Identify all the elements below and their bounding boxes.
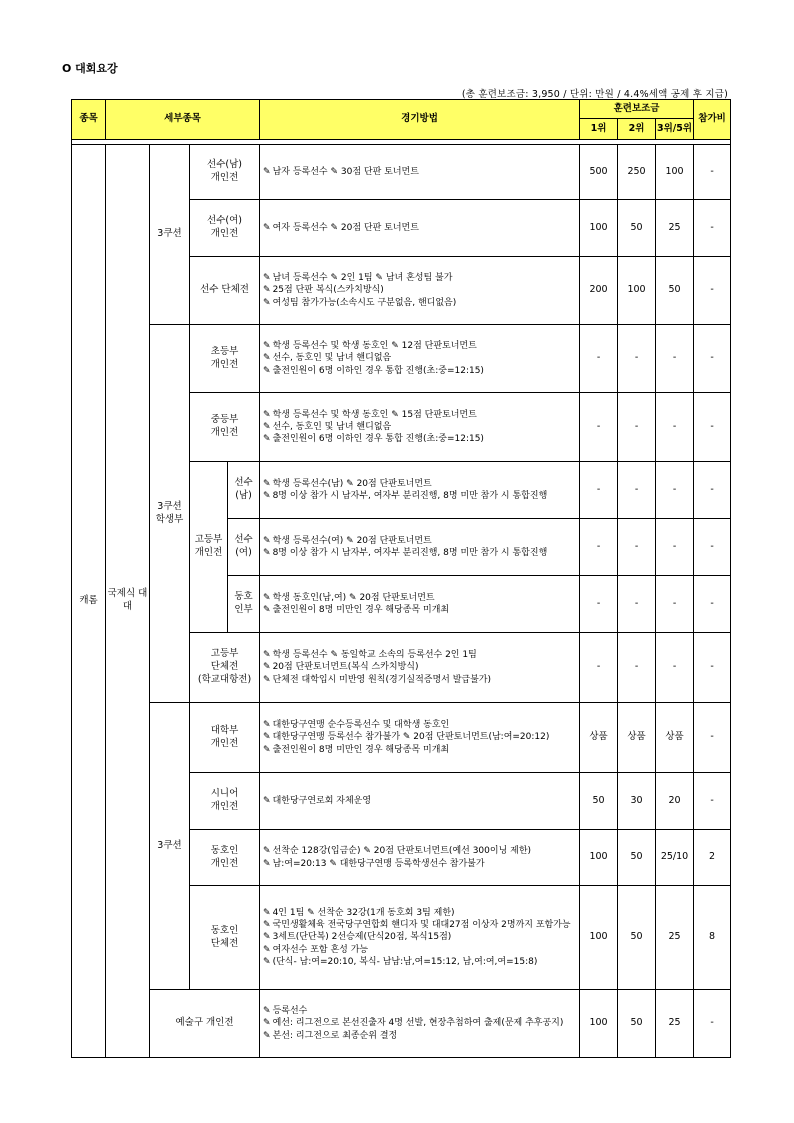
row-rank1: 100 [580, 200, 618, 257]
method-text: 3세트(단단복) 2선승제(단식20점, 복식15점) [272, 932, 452, 943]
method-text: 출전인원이 8명 미만인 경우 해당종목 미개최 [272, 744, 450, 755]
method-line [263, 352, 579, 364]
row-name [190, 830, 260, 886]
pencil-icon: ✎ [263, 478, 271, 489]
pencil-icon: ✎ [263, 273, 271, 284]
method-line [263, 795, 579, 807]
cell-line: 동호인 [210, 844, 239, 856]
method-text: 본선: 리그전으로 최종순위 결정 [272, 1030, 398, 1041]
section-heading: O 대회요강 [62, 62, 118, 75]
method-line [263, 284, 579, 296]
row-rank2: - [618, 325, 656, 393]
pencil-icon: ✎ [263, 650, 271, 661]
method-text: 남자 등록선수 ✎ 30점 단판 토너먼트 [272, 166, 419, 177]
row-rank2: 50 [618, 200, 656, 257]
method-text: 20점 단판토너먼트(복식 스카치방식) [272, 662, 419, 673]
row-rank1: 상품 [580, 703, 618, 773]
method-line [263, 547, 579, 559]
cell-line: 인부 [234, 604, 253, 615]
pencil-icon: ✎ [263, 222, 271, 233]
row-fee: - [694, 519, 731, 576]
row-rank2: 50 [618, 886, 656, 990]
cell-line: 동호인 [210, 924, 239, 936]
method-text: 예선: 리그전으로 본선진출자 4명 선발, 현장추첨하여 출제(문제 추후공지) [272, 1018, 564, 1029]
pencil-icon: ✎ [263, 1018, 271, 1029]
method-text: 25점 단판 복식(스카치방식) [272, 285, 384, 296]
pencil-icon: ✎ [263, 908, 271, 919]
method-line [263, 166, 579, 178]
competition-table [71, 99, 731, 1058]
method-text: 출전인원이 8명 미만인 경우 해당종목 미개최 [272, 605, 450, 615]
cell-line: (남) [235, 490, 252, 501]
method-text: 남:여=20:13 ✎ 대한당구연맹 등록학생선수 참가불가 [272, 858, 485, 869]
row-rank1: - [580, 519, 618, 576]
row-rank2: - [618, 519, 656, 576]
method-text: 단체전 대학입시 미반영 원칙(경기실적증명서 발급불가) [272, 674, 492, 685]
cell-line: 선수 [234, 477, 253, 489]
method-text: 대한당구연맹 순수등록선수 및 대학생 동호인 [272, 720, 450, 731]
row-fee: - [694, 325, 731, 393]
method-line [263, 919, 579, 931]
row-name [190, 633, 260, 703]
pencil-icon: ✎ [263, 662, 271, 673]
pencil-icon: ✎ [263, 944, 271, 955]
row-method [260, 257, 580, 325]
row-rank1: 50 [580, 773, 618, 830]
method-text: 학생 등록선수 및 학생 동호인 ✎ 15점 단판토너먼트 [272, 409, 477, 420]
pencil-icon: ✎ [263, 1030, 271, 1041]
row-rank3: 25/10 [656, 830, 694, 886]
row-method [260, 703, 580, 773]
row-name [190, 200, 260, 257]
cell-line: 시니어 [210, 788, 239, 800]
method-text: 등록선수 [272, 1006, 308, 1017]
cell-line: 3쿠션 [157, 839, 182, 851]
row-fee: - [694, 990, 731, 1058]
pencil-icon: ✎ [263, 491, 271, 501]
cushion-group-b [150, 325, 190, 703]
method-line [263, 604, 579, 616]
method-text: 국민생활체육 전국당구연합회 핸디자 및 대대27점 이상자 2명까지 포함가능 [272, 920, 571, 931]
cell-line: 개인전 [210, 737, 239, 749]
row-rank1: 500 [580, 145, 618, 200]
pencil-icon: ✎ [263, 166, 271, 177]
cell-line: 예술구 개인전 [175, 1017, 234, 1029]
method-text: 학생 동호인(남,여) ✎ 20점 단판토너먼트 [272, 592, 435, 603]
row-fee: - [694, 145, 731, 200]
row-method [260, 462, 580, 519]
row-fee: - [694, 257, 731, 325]
method-text: 8명 이상 참가 시 남자부, 여자부 분리진행, 8명 미만 참가 시 통합진행 [272, 548, 548, 558]
row-name [190, 257, 260, 325]
row-rank3: - [656, 462, 694, 519]
cell-line: 선수 단체전 [200, 284, 249, 296]
cell-line: 초등부 [210, 345, 239, 357]
cell-line: 동호 [234, 591, 253, 603]
cell-line: 선수(여) [207, 215, 242, 227]
pencil-icon: ✎ [263, 592, 271, 603]
subsidy-note: (총 훈련보조금: 3,950 / 단위: 만원 / 4.4%세액 공제 후 지급) [461, 89, 728, 100]
method-line [263, 478, 579, 490]
row-method [260, 145, 580, 200]
row-method [260, 990, 580, 1058]
row-method [260, 773, 580, 830]
cell-line: 단체전 [210, 661, 239, 673]
method-text: 학생 등록선수(여) ✎ 20점 단판토너먼트 [272, 535, 432, 546]
method-line [263, 1005, 579, 1017]
pencil-icon: ✎ [263, 846, 271, 857]
row-method [260, 830, 580, 886]
cell-line: 개인전 [210, 857, 239, 869]
row-rank3: 100 [656, 145, 694, 200]
header-rank1: 1위 [580, 119, 618, 140]
cell-line: 개인전 [210, 172, 239, 183]
row-rank3: - [656, 633, 694, 703]
method-text: (단식- 남:여=20:10, 복식- 남남:남,여=15:12, 남,여:여,여=15:8) [272, 956, 538, 967]
method-line [263, 433, 579, 445]
header-rank3: 3위/5위 [656, 119, 694, 140]
row-name [190, 886, 260, 990]
header-method: 경기방법 [260, 100, 580, 140]
row-method [260, 519, 580, 576]
pencil-icon: ✎ [263, 732, 271, 743]
row-fee: - [694, 393, 731, 462]
method-line [263, 858, 579, 870]
method-text: 대한당구연로회 자체운영 [272, 795, 372, 806]
pencil-icon: ✎ [263, 297, 271, 308]
method-line [263, 931, 579, 943]
method-line [263, 365, 579, 377]
method-text: 학생 등록선수 ✎ 동일학교 소속의 등록선수 2인 1팀 [272, 650, 477, 661]
method-text: 여자 등록선수 ✎ 20점 단판 토너먼트 [272, 222, 419, 233]
row-method [260, 576, 580, 633]
row-method [260, 200, 580, 257]
row-rank3: - [656, 325, 694, 393]
method-line [263, 649, 579, 661]
pencil-icon: ✎ [263, 605, 271, 615]
pencil-icon: ✎ [263, 341, 271, 352]
cushion-group-a [150, 145, 190, 325]
cell-line: 3쿠션 [157, 500, 182, 512]
row-rank2: - [618, 576, 656, 633]
row-rank2: - [618, 462, 656, 519]
row-rank2: 30 [618, 773, 656, 830]
row-name [190, 145, 260, 200]
row-method [260, 325, 580, 393]
row-name [228, 576, 260, 633]
cushion-group-c [150, 703, 190, 990]
row-name [190, 393, 260, 462]
header-type: 종목 [72, 100, 106, 140]
pencil-icon: ✎ [263, 353, 271, 364]
method-text: 대한당구연맹 등록선수 참가불가 ✎ 20점 단판토너먼트(남:여=20:12) [272, 732, 550, 743]
header-fee: 참가비 [694, 100, 731, 140]
row-rank1: - [580, 325, 618, 393]
row-fee: - [694, 462, 731, 519]
cell-line: 3쿠션 [157, 228, 182, 240]
row-rank1: - [580, 576, 618, 633]
method-line [263, 1030, 579, 1042]
row-rank1: 100 [580, 830, 618, 886]
highschool-individual [190, 462, 228, 633]
row-rank1: - [580, 462, 618, 519]
pencil-icon: ✎ [263, 720, 271, 731]
cell-line: 고등부 [210, 648, 239, 660]
row-name [228, 519, 260, 576]
method-line [263, 719, 579, 731]
row-rank2: 50 [618, 830, 656, 886]
method-line [263, 845, 579, 857]
method-line [263, 409, 579, 421]
method-line [263, 421, 579, 433]
row-rank3: - [656, 519, 694, 576]
row-name [190, 703, 260, 773]
method-line [263, 272, 579, 284]
header-subsidy: 훈련보조금 [580, 100, 694, 119]
method-line [263, 592, 579, 604]
row-rank1: - [580, 393, 618, 462]
cell-line: (여) [235, 547, 252, 558]
pencil-icon: ✎ [263, 535, 271, 546]
method-line [263, 340, 579, 352]
method-text: 여성팀 참가가능(소속시도 구분없음, 핸디없음) [272, 297, 457, 308]
row-fee: - [694, 633, 731, 703]
method-text: 학생 등록선수 및 학생 동호인 ✎ 12점 단판토너먼트 [272, 341, 477, 352]
cell-line: 대학부 [210, 724, 239, 736]
pencil-icon: ✎ [263, 674, 271, 685]
method-text: 선착순 128강(입금순) ✎ 20점 단판토너먼트(예선 300이닝 제한) [272, 846, 532, 857]
row-rank3: - [656, 393, 694, 462]
row-method [260, 886, 580, 990]
cell-line: 개인전 [210, 358, 239, 370]
row-fee: - [694, 703, 731, 773]
pencil-icon: ✎ [263, 421, 271, 432]
method-line [263, 297, 579, 309]
row-rank3: - [656, 576, 694, 633]
row-rank2: - [618, 633, 656, 703]
pencil-icon: ✎ [263, 409, 271, 420]
cell-line: 개인전 [210, 228, 239, 239]
pencil-icon: ✎ [263, 285, 271, 296]
cell-line: 학생부 [155, 513, 184, 525]
sub-cell [106, 145, 150, 1058]
method-text: 여자선수 포함 혼성 가능 [272, 944, 369, 955]
row-name [228, 462, 260, 519]
pencil-icon: ✎ [263, 932, 271, 943]
header-rank2: 2위 [618, 119, 656, 140]
row-rank1: 200 [580, 257, 618, 325]
row-rank1: 100 [580, 990, 618, 1058]
row-rank3: 25 [656, 886, 694, 990]
method-line [263, 222, 579, 234]
method-line [263, 944, 579, 956]
row-rank3: 20 [656, 773, 694, 830]
row-name [190, 325, 260, 393]
cell-line: (학교대항전) [197, 673, 252, 685]
cell-line: 고등부 [194, 534, 223, 546]
method-text: 선수, 동호인 및 남녀 핸디없음 [272, 421, 392, 432]
row-method [260, 393, 580, 462]
pencil-icon: ✎ [263, 744, 271, 755]
method-line [263, 956, 579, 968]
sport-cell: 캐롬 [72, 145, 106, 1058]
pencil-icon: ✎ [263, 956, 271, 967]
pencil-icon: ✎ [263, 920, 271, 931]
row-rank2: - [618, 393, 656, 462]
row-fee: 8 [694, 886, 731, 990]
pencil-icon: ✎ [263, 858, 271, 869]
cell-line: 단체전 [210, 937, 239, 949]
method-line [263, 744, 579, 756]
pencil-icon: ✎ [263, 365, 271, 376]
method-text: 출전인원이 6명 이하인 경우 통합 진행(초:중=12:15) [272, 434, 484, 445]
method-text: 남녀 등록선수 ✎ 2인 1팀 ✎ 남녀 혼성팀 불가 [272, 273, 453, 284]
row-fee: - [694, 200, 731, 257]
method-line [263, 661, 579, 673]
row-rank1: 100 [580, 886, 618, 990]
row-rank3: 25 [656, 200, 694, 257]
row-rank2: 100 [618, 257, 656, 325]
method-text: 8명 이상 참가 시 남자부, 여자부 분리진행, 8명 미만 참가 시 통합진행 [272, 491, 548, 501]
cell-line: 개인전 [210, 427, 239, 438]
row-rank2: 50 [618, 990, 656, 1058]
cell-line: 선수 [234, 534, 253, 546]
row-fee: 2 [694, 830, 731, 886]
method-line [263, 490, 579, 502]
row-rank3: 상품 [656, 703, 694, 773]
method-text: 선수, 동호인 및 남녀 핸디없음 [272, 353, 392, 364]
row-name [190, 773, 260, 830]
header-detail: 세부종목 [106, 100, 260, 140]
row-rank3: 50 [656, 257, 694, 325]
row-rank2: 상품 [618, 703, 656, 773]
method-line [263, 674, 579, 686]
pencil-icon: ✎ [263, 795, 271, 806]
method-line [263, 1017, 579, 1029]
row-name [150, 990, 260, 1058]
pencil-icon: ✎ [263, 1006, 271, 1017]
row-rank2: 250 [618, 145, 656, 200]
row-method [260, 633, 580, 703]
method-text: 출전인원이 6명 이하인 경우 통합 진행(초:중=12:15) [272, 365, 484, 376]
cell-line: 개인전 [210, 801, 239, 812]
pencil-icon: ✎ [263, 434, 271, 445]
method-line [263, 731, 579, 743]
cell-line: 중등부 [210, 414, 239, 426]
row-fee: - [694, 576, 731, 633]
method-text: 4인 1팀 ✎ 선착순 32강(1개 동호회 3팀 제한) [272, 908, 455, 919]
row-rank1: - [580, 633, 618, 703]
cell-line: 개인전 [194, 547, 223, 558]
row-rank3: 25 [656, 990, 694, 1058]
row-fee: - [694, 773, 731, 830]
method-line [263, 535, 579, 547]
cell-line: 선수(남) [207, 159, 242, 171]
method-text: 학생 등록선수(남) ✎ 20점 단판토너먼트 [272, 478, 432, 489]
pencil-icon: ✎ [263, 548, 271, 558]
cell-line: 국제식 대대 [107, 588, 148, 612]
method-line [263, 907, 579, 919]
